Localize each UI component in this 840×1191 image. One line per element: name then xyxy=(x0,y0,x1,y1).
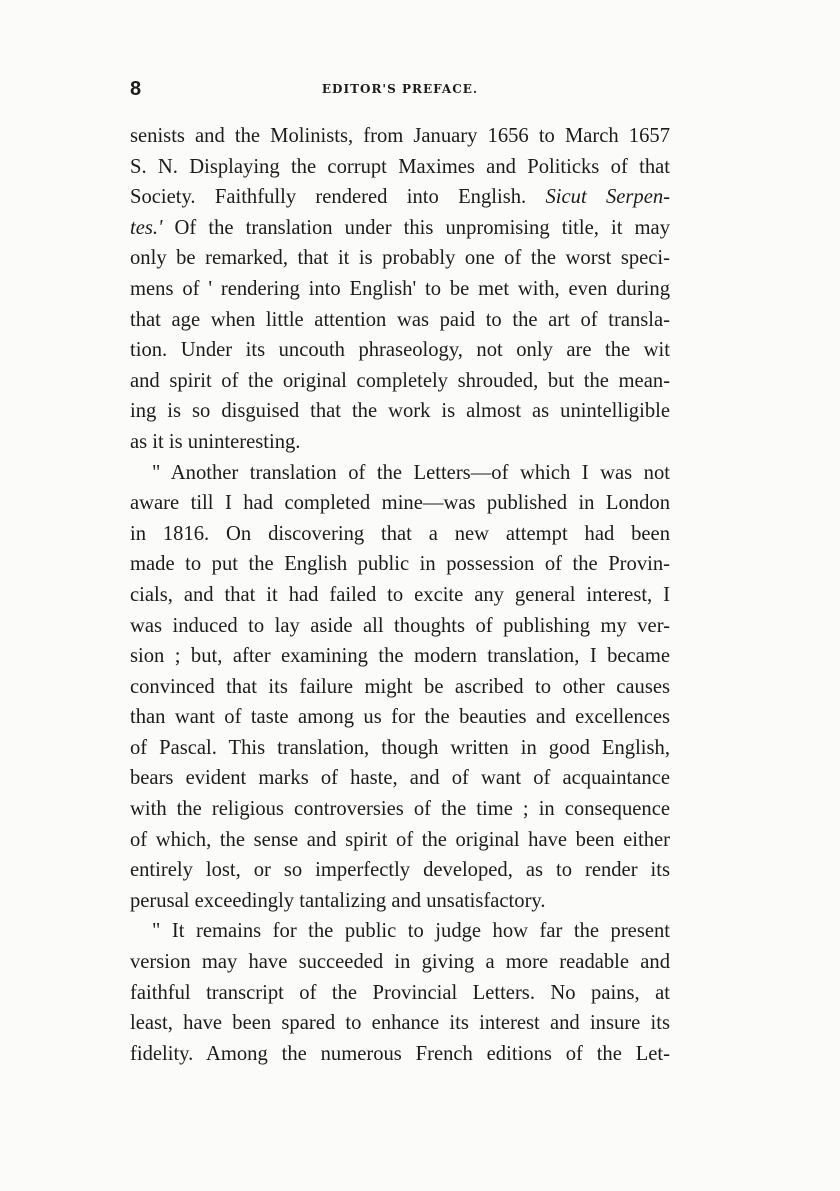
text-line: ing is so disguised that the work is almost as unintelligible xyxy=(130,400,670,423)
italic-text: Sicut Serpen- xyxy=(545,186,671,209)
text-line xyxy=(130,182,670,213)
page-header xyxy=(130,78,670,106)
text-line: than want of taste among us for the beauties and excellences xyxy=(130,706,670,729)
text-line: and spirit of the original completely shrouded, but the mean- xyxy=(130,369,670,392)
text-line: made to put the English public in possession of the Provin- xyxy=(130,553,670,576)
text-line: was induced to lay aside all thoughts of publishing my ver- xyxy=(130,614,670,637)
text-line: of which, the sense and spirit of the original have been either xyxy=(130,828,670,851)
text-line: that age when little attention was paid to the art of transla- xyxy=(130,308,670,331)
text-line: faithful transcript of the Provincial Letters. No pains, at xyxy=(130,981,670,1004)
text-line: " It remains for the public to judge how far the present xyxy=(152,920,670,943)
text-line: as it is uninteresting. xyxy=(130,430,301,453)
text-line: senists and the Molinists, from January 1656 to March 1657 xyxy=(130,125,670,147)
text-segment: Society. Faithfully rendered into English. xyxy=(130,186,527,209)
text-line: mens of ' rendering into English' to be met with, even during xyxy=(130,277,670,300)
text-line: aware till I had completed mine—was published in London xyxy=(130,492,670,515)
text-line: version may have succeeded in giving a more readable and xyxy=(130,951,670,974)
text-line: least, have been spared to enhance its interest and insure its xyxy=(130,1012,670,1035)
text-line: perusal exceedingly tantalizing and unsatisfactory. xyxy=(130,889,546,912)
text-line: tion. Under its uncouth phraseology, not only are the wit xyxy=(130,339,670,362)
text-line: sion ; but, after examining the modern translation, I became xyxy=(130,645,670,668)
text-line: of Pascal. This translation, though written in good English, xyxy=(130,736,670,759)
text-line: in 1816. On discovering that a new attempt had been xyxy=(130,522,670,545)
text-segment: Of the translation under this unpromising title, it may xyxy=(174,216,670,239)
body-text xyxy=(130,121,670,1069)
text-line: convinced that its failure might be ascribed to other causes xyxy=(130,675,670,698)
text-line: S. N. Displaying the corrupt Maximes and Politicks of that xyxy=(130,155,670,178)
text-line: fidelity. Among the numerous French editions of the Let- xyxy=(130,1042,670,1065)
text-line: bears evident marks of haste, and of want of acquaintance xyxy=(130,767,670,790)
text-line xyxy=(130,213,670,244)
text-line: with the religious controversies of the time ; in consequence xyxy=(130,798,670,821)
italic-text: tes.' xyxy=(130,216,163,239)
text-line: entirely lost, or so imperfectly developed, as to render its xyxy=(130,859,670,882)
text-line: cials, and that it had failed to excite any general interest, I xyxy=(130,583,670,606)
running-head: EDITOR'S PREFACE. xyxy=(321,82,479,96)
text-line: only be remarked, that it is probably one of the worst speci- xyxy=(130,247,670,270)
text-line: " Another translation of the Letters—of which I was not xyxy=(152,461,670,484)
page-number: 8 xyxy=(130,78,142,100)
